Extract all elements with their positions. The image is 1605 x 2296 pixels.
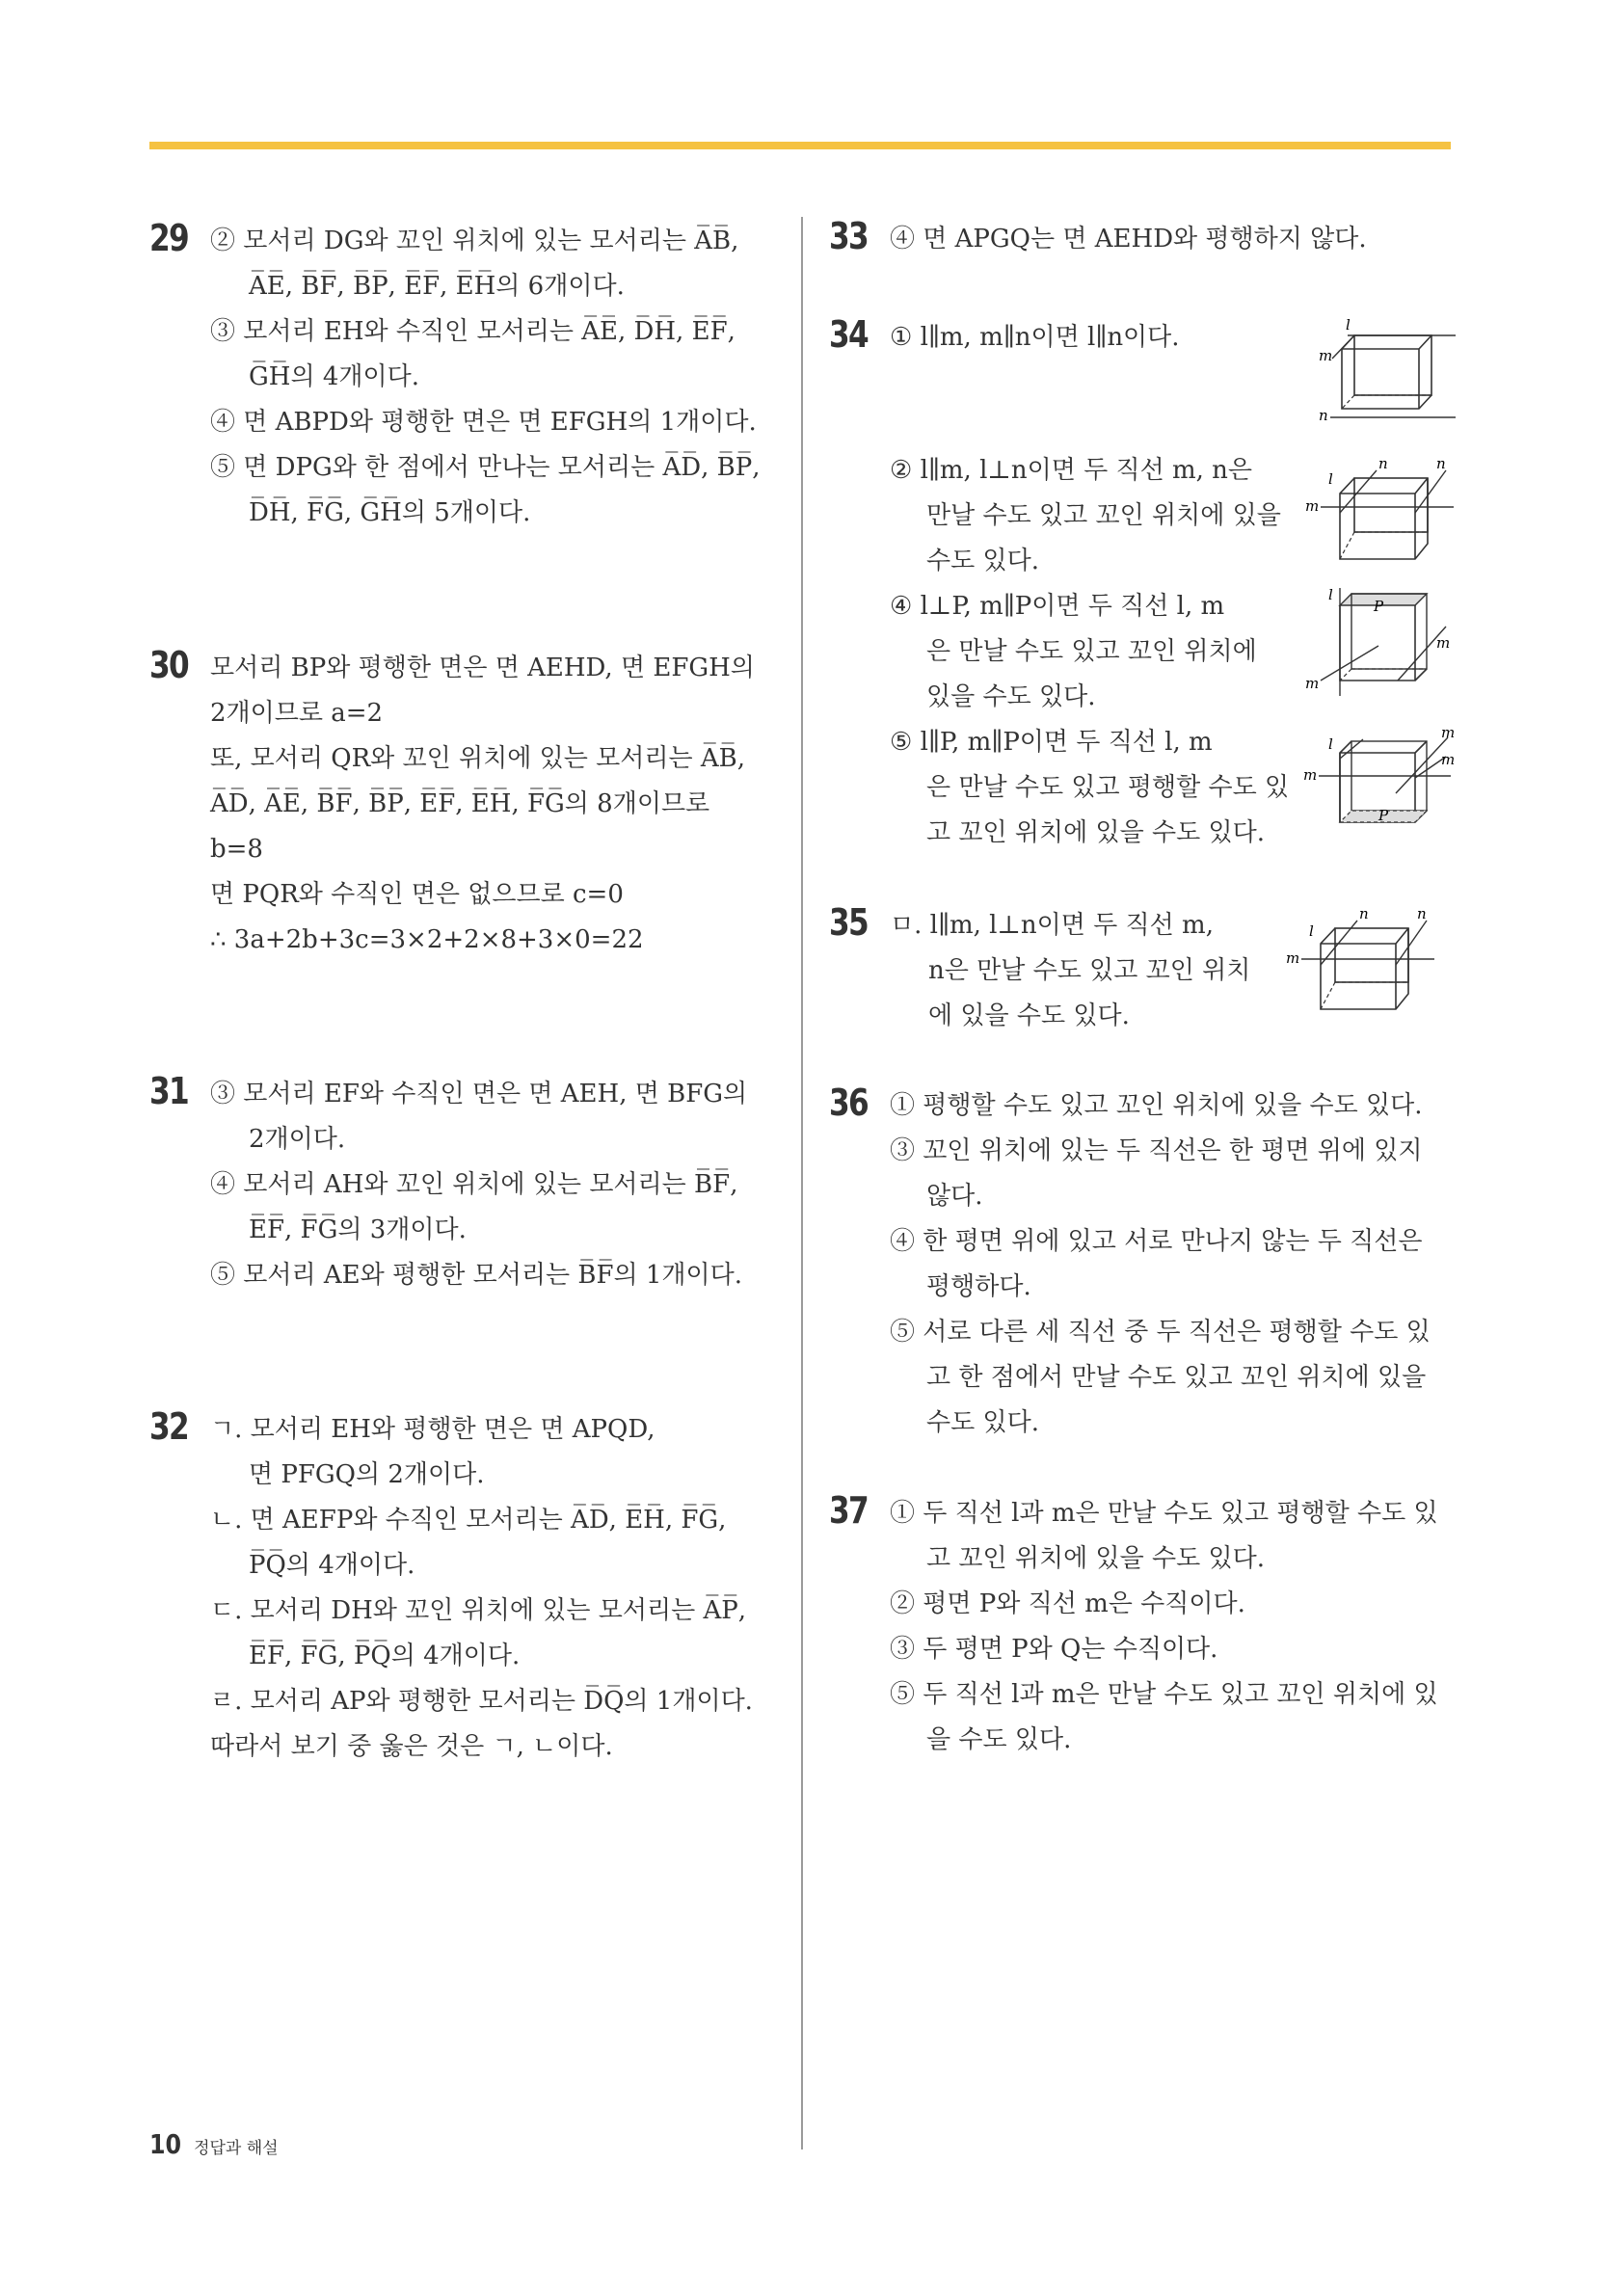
answer-line: ㅁ. l∥m, l⊥n이면 두 직선 m, (890, 911, 1214, 940)
answer-line: ⑤ 모서리 AE와 평행한 모서리는 B̅F̅의 1개이다. (210, 1261, 743, 1290)
label-m: m (1286, 949, 1300, 967)
answer-line: E̅F̅, F̅G̅의 3개이다. (249, 1215, 467, 1244)
answer-line: ③ 꼬인 위치에 있는 두 직선은 한 평면 위에 있지 (890, 1136, 1423, 1165)
label-l: l (1346, 318, 1351, 334)
answer-line: ㄱ. 모서리 EH와 평행한 면은 면 APQD, (210, 1415, 655, 1444)
answer-line: 또, 모서리 QR와 꼬인 위치에 있는 모서리는 A̅B̅, (210, 744, 746, 773)
answer-line: 모서리 BP와 평행한 면은 면 AEHD, 면 EFGH의 (210, 654, 755, 682)
answer-line: D̅H̅, F̅G̅, G̅H̅의 5개이다. (249, 498, 531, 527)
figure-34-2-cube (1301, 451, 1456, 576)
page-footer (149, 2128, 279, 2160)
problem-number: 30 (149, 644, 189, 686)
answer-line: ③ 모서리 EH와 수직인 모서리는 A̅E̅, D̅H̅, E̅F̅, (210, 317, 736, 346)
label-P: P (1374, 598, 1384, 615)
label-n: n (1359, 905, 1369, 922)
label-n: n (1378, 455, 1388, 472)
answer-line: P̅Q̅의 4개이다. (249, 1551, 415, 1580)
answer-line: b=8 (210, 835, 263, 864)
page-number: 10 (149, 2128, 182, 2160)
answer-line: ④ l⊥P, m∥P이면 두 직선 l, m (890, 592, 1225, 621)
problem-number: 32 (149, 1405, 189, 1448)
answer-line: 2개이므로 a=2 (210, 699, 384, 728)
figure-34-5-cube (1301, 728, 1456, 853)
answer-line: A̅D̅, A̅E̅, B̅F̅, B̅P̅, E̅F̅, E̅H̅, F̅G̅의 8개이므로 (210, 789, 710, 818)
answer-line: 은 만날 수도 있고 꼬인 위치에 (926, 637, 1257, 666)
answer-line: 따라서 보기 중 옳은 것은 ㄱ, ㄴ이다. (210, 1732, 613, 1761)
answer-line: 있을 수도 있다. (926, 682, 1096, 711)
answer-line: 고 꼬인 위치에 있을 수도 있다. (926, 818, 1265, 847)
answer-line: 고 한 점에서 만날 수도 있고 꼬인 위치에 있을 (926, 1363, 1427, 1392)
answer-line: 수도 있다. (926, 1408, 1039, 1437)
answer-line: 수도 있다. (926, 547, 1039, 575)
label-m: m (1319, 347, 1333, 364)
label-P: P (1378, 807, 1389, 824)
answer-line: 않다. (926, 1182, 983, 1211)
answer-line: ⑤ 두 직선 l과 m은 만날 수도 있고 꼬인 위치에 있 (890, 1680, 1438, 1709)
label-m: m (1303, 766, 1318, 784)
answer-line: ① l∥m, m∥n이면 l∥n이다. (890, 323, 1180, 352)
answer-line: 만날 수도 있고 꼬인 위치에 있을 (926, 501, 1281, 530)
answer-line: ④ 모서리 AH와 꼬인 위치에 있는 모서리는 B̅F̅, (210, 1170, 738, 1199)
answer-line: 면 PQR와 수직인 면은 없으므로 c=0 (210, 880, 624, 909)
problem-number: 37 (829, 1489, 869, 1532)
answer-line: ② 평면 P와 직선 m은 수직이다. (890, 1589, 1245, 1618)
label-n: n (1436, 455, 1446, 472)
label-l: l (1328, 588, 1333, 603)
label-m: m (1441, 751, 1456, 768)
answer-line: ④ 면 APGQ는 면 AEHD와 평행하지 않다. (890, 225, 1367, 254)
answer-line: ② l∥m, l⊥n이면 두 직선 m, n은 (890, 456, 1253, 485)
answer-line: n은 만날 수도 있고 꼬인 위치 (928, 956, 1251, 985)
label-l: l (1328, 470, 1333, 488)
answer-line: ⑤ 면 DPG와 한 점에서 만나는 모서리는 A̅D̅, B̅P̅, (210, 453, 761, 482)
answer-line: A̅E̅, B̅F̅, B̅P̅, E̅F̅, E̅H̅의 6개이다. (249, 272, 625, 301)
answer-line: ③ 두 평면 P와 Q는 수직이다. (890, 1635, 1218, 1664)
answer-line: ① 평행할 수도 있고 꼬인 위치에 있을 수도 있다. (890, 1091, 1423, 1120)
answer-line: ㄹ. 모서리 AP와 평행한 모서리는 D̅Q̅의 1개이다. (210, 1687, 753, 1716)
answer-line: 고 꼬인 위치에 있을 수도 있다. (926, 1544, 1265, 1573)
label-m: m (1305, 497, 1320, 515)
top-accent-bar (149, 142, 1451, 149)
answer-line: ∴ 3a+2b+3c=3×2+2×8+3×0=22 (210, 925, 644, 954)
problem-number: 35 (829, 901, 869, 944)
answer-line: E̅F̅, F̅G̅, P̅Q̅의 4개이다. (249, 1642, 521, 1670)
answer-line: ③ 모서리 EF와 수직인 면은 면 AEH, 면 BFG의 (210, 1080, 748, 1108)
label-n: n (1319, 407, 1328, 424)
answer-line: ⑤ 서로 다른 세 직선 중 두 직선은 평행할 수도 있 (890, 1318, 1431, 1347)
label-n: n (1417, 905, 1427, 922)
figure-35-cube (1282, 901, 1436, 1027)
label-m: m (1436, 634, 1451, 652)
answer-line: 면 PFGQ의 2개이다. (249, 1460, 485, 1489)
answer-line: 을 수도 있다. (926, 1725, 1072, 1754)
answer-line: 2개이다. (249, 1125, 346, 1154)
answer-line: 평행하다. (926, 1272, 1031, 1301)
label-l: l (1309, 922, 1314, 940)
answer-line: 은 만날 수도 있고 평행할 수도 있 (926, 773, 1290, 802)
answer-line: G̅H̅의 4개이다. (249, 362, 419, 391)
figure-34-1-cube (1311, 318, 1456, 429)
problem-number: 36 (829, 1081, 869, 1124)
answer-line: ㄷ. 모서리 DH와 꼬인 위치에 있는 모서리는 A̅P̅, (210, 1596, 747, 1625)
answer-line: ④ 면 ABPD와 평행한 면은 면 EFGH의 1개이다. (210, 408, 757, 437)
problem-number: 29 (149, 217, 189, 259)
label-l: l (1328, 735, 1333, 753)
answer-line: ④ 한 평면 위에 있고 서로 만나지 않는 두 직선은 (890, 1227, 1423, 1256)
answer-line: 에 있을 수도 있다. (928, 1001, 1130, 1030)
problem-number: 34 (829, 313, 869, 356)
column-divider (801, 217, 803, 2149)
footer-label: 정답과 해설 (194, 2139, 279, 2158)
label-m: m (1441, 728, 1456, 741)
figure-34-4-cube (1301, 588, 1456, 704)
problem-number: 33 (829, 215, 869, 257)
answer-line: ① 두 직선 l과 m은 만날 수도 있고 평행할 수도 있 (890, 1499, 1438, 1528)
answer-line: ② 모서리 DG와 꼬인 위치에 있는 모서리는 A̅B̅, (210, 227, 739, 255)
answer-line: ⑤ l∥P, m∥P이면 두 직선 l, m (890, 728, 1213, 757)
problem-number: 31 (149, 1070, 189, 1112)
answer-line: ㄴ. 면 AEFP와 수직인 모서리는 A̅D̅, E̅H̅, F̅G̅, (210, 1506, 727, 1535)
label-m: m (1305, 675, 1320, 692)
